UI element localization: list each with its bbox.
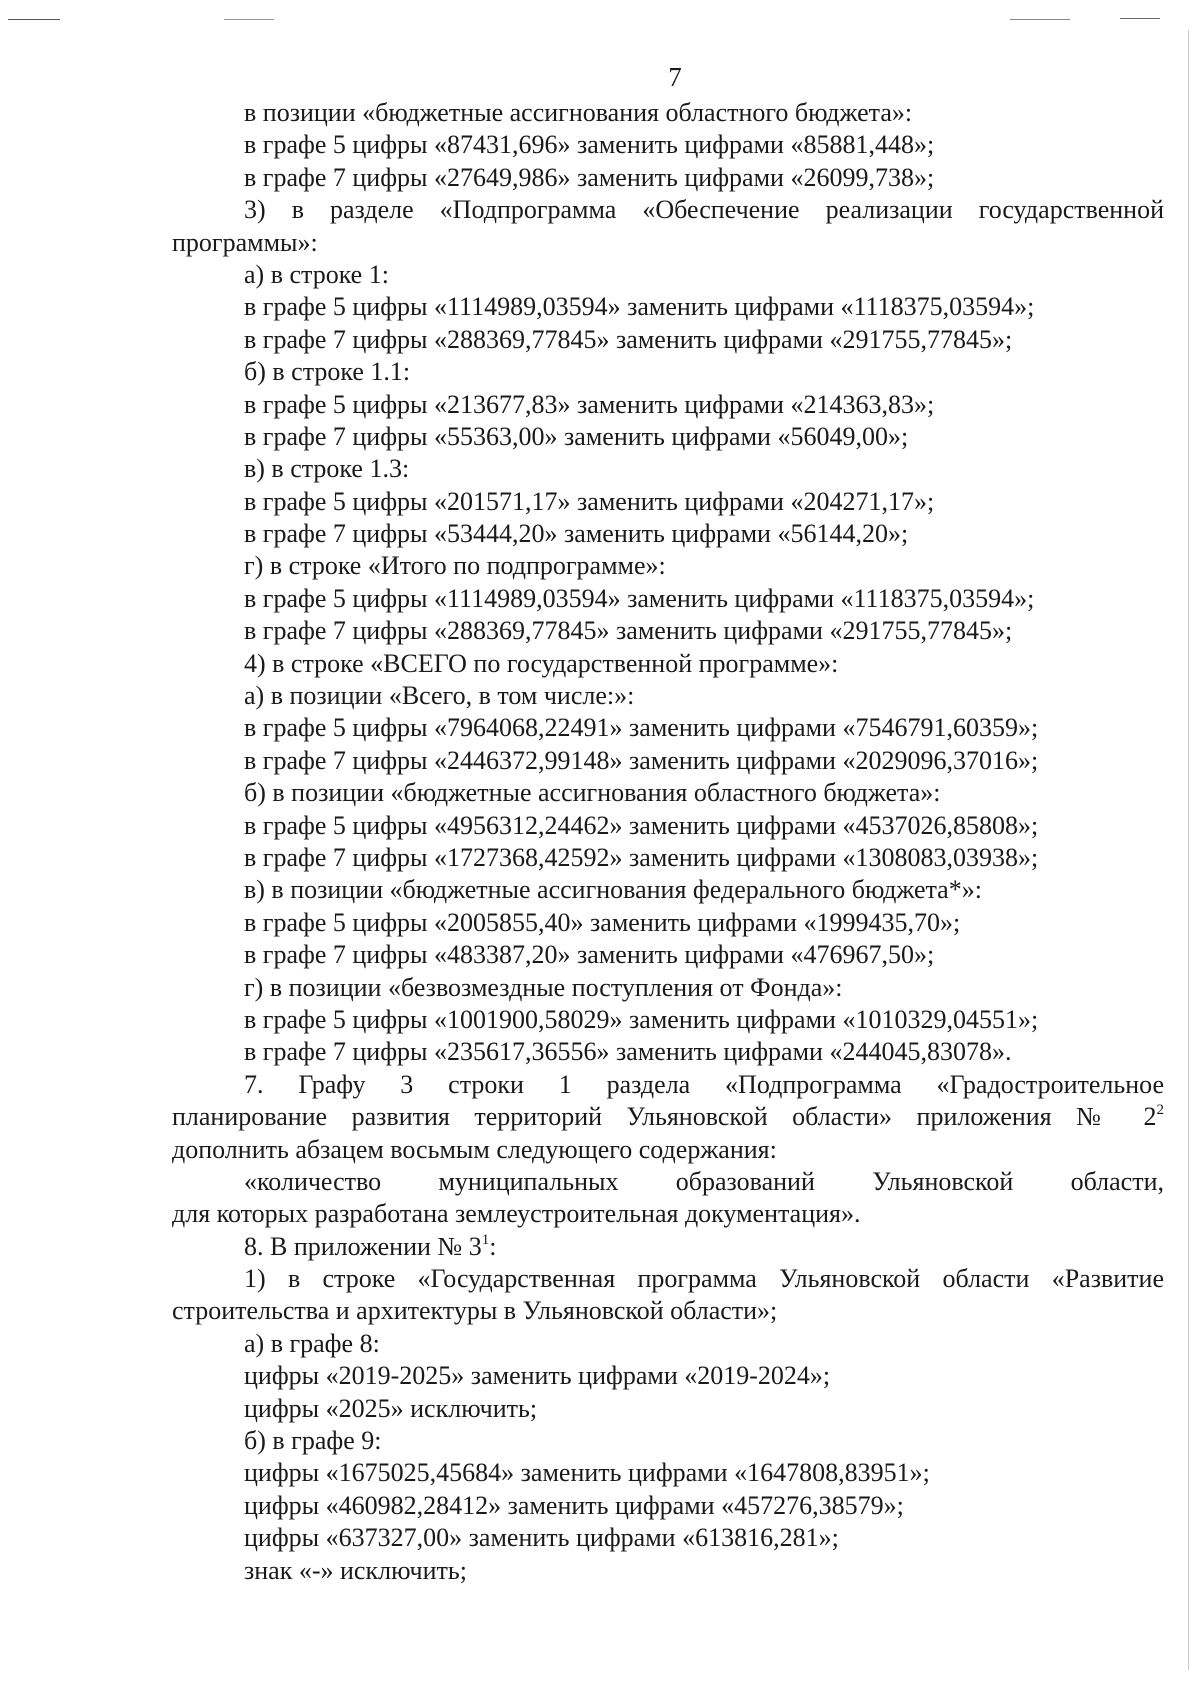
text-line: в позиции «бюджетные ассигнования областного бюджета»:	[244, 98, 913, 127]
text-line: программы»:	[172, 227, 318, 257]
text-line: цифры «2019-2025» заменить цифрами «2019-2024»;	[244, 1361, 831, 1391]
text-line: для которых разработана землеустроительная документация».	[172, 1199, 861, 1229]
text-line: в графе 7 цифры «27649,986» заменить цифрами «26099,738»;	[244, 162, 935, 192]
scan-artifact-line	[1120, 18, 1160, 19]
text-line: 3) в разделе «Подпрограмма «Обеспечение реализации государственной	[244, 195, 1164, 225]
text-line: а) в графе 8:	[244, 1328, 380, 1358]
text-line: 4) в строке «ВСЕГО по государственной программе»:	[244, 648, 839, 678]
superscript: 1	[481, 1231, 490, 1248]
text-line: в графе 5 цифры «2005855,40» заменить цифрами «1999435,70»;	[244, 907, 961, 937]
text-line: в графе 5 цифры «1114989,03594» заменить цифрами «1118375,03594»;	[244, 583, 1035, 613]
text-line: в графе 5 цифры «4956312,24462» заменить цифрами «4537026,85808»;	[244, 810, 1039, 840]
document-body	[172, 97, 1164, 1587]
text-line: 1) в строке «Государственная программа Ульяновской области «Развитие	[244, 1264, 1164, 1294]
scan-artifact-line	[224, 19, 274, 20]
text-line: в графе 5 цифры «201571,17» заменить цифрами «204271,17»;	[244, 486, 935, 516]
text-line: в графе 5 цифры «1001900,58029» заменить цифрами «1010329,04551»;	[244, 1004, 1039, 1034]
text-line: в графе 5 цифры «1114989,03594» заменить цифрами «1118375,03594»;	[244, 292, 1035, 322]
text-line: в графе 5 цифры «213677,83» заменить цифрами «214363,83»;	[244, 389, 935, 419]
page-number: 7	[668, 62, 682, 92]
text-line: б) в графе 9:	[244, 1426, 382, 1456]
text-line: цифры «637327,00» заменить цифрами «613816,281»;	[244, 1523, 839, 1553]
text-line: г) в строке «Итого по подпрограмме»:	[244, 551, 666, 581]
text-line: в графе 7 цифры «2446372,99148» заменить цифрами «2029096,37016»;	[244, 745, 1039, 775]
scan-artifact-line	[1010, 19, 1070, 20]
text-line: а) в строке 1:	[244, 259, 389, 289]
text-line: г) в позиции «безвозмездные поступления от Фонда»:	[244, 972, 843, 1002]
text-line: в графе 7 цифры «53444,20» заменить цифрами «56144,20»;	[244, 519, 909, 549]
text-line: строительства и архитектуры в Ульяновской области»;	[172, 1296, 778, 1326]
text-line	[172, 1231, 1164, 1263]
text-line: цифры «1675025,45684» заменить цифрами «1647808,83951»;	[244, 1458, 930, 1488]
text-line: цифры «460982,28412» заменить цифрами «457276,38579»;	[244, 1490, 904, 1520]
text-line	[172, 1101, 1164, 1133]
text-line: в графе 7 цифры «288369,77845» заменить цифрами «291755,77845»;	[244, 324, 1013, 354]
text-line: в) в позиции «бюджетные ассигнования федерального бюджета*»:	[244, 875, 982, 905]
text-line: 7. Графу 3 строки 1 раздела «Подпрограмма «Градостроительное	[244, 1069, 1164, 1099]
text-line: в графе 5 цифры «87431,696» заменить цифрами «85881,448»;	[244, 130, 935, 160]
text-line: в графе 5 цифры «7964068,22491» заменить цифрами «7546791,60359»;	[244, 713, 1039, 743]
text-line: в графе 7 цифры «55363,00» заменить цифрами «56049,00»;	[244, 421, 909, 451]
scan-artifact-edge	[1188, 30, 1189, 1670]
text-line: в графе 7 цифры «483387,20» заменить цифрами «476967,50»;	[244, 940, 935, 970]
text-line: в) в строке 1.3:	[244, 454, 410, 484]
text-line: «количество муниципальных образований Ульяновской области,	[244, 1166, 1164, 1196]
superscript: 2	[1156, 1102, 1164, 1119]
text-line: в графе 7 цифры «235617,36556» заменить цифрами «244045,83078».	[244, 1037, 1012, 1067]
scan-artifact-line	[8, 19, 60, 20]
text-line-tail: :	[489, 1231, 497, 1261]
text-line-main: планирование развития территорий Ульяновской области» приложения № 2	[172, 1102, 1157, 1132]
text-line: а) в позиции «Всего, в том числе:»:	[244, 681, 635, 711]
text-line: б) в позиции «бюджетные ассигнования областного бюджета»:	[244, 778, 941, 808]
text-line: знак «-» исключить;	[244, 1555, 467, 1585]
text-line: б) в строке 1.1:	[244, 357, 411, 387]
text-line: дополнить абзацем восьмым следующего содержания:	[172, 1134, 777, 1164]
text-line-main: 8. В приложении № 3	[244, 1231, 482, 1261]
text-line: в графе 7 цифры «1727368,42592» заменить цифрами «1308083,03938»;	[244, 842, 1039, 872]
text-line: в графе 7 цифры «288369,77845» заменить цифрами «291755,77845»;	[244, 616, 1013, 646]
text-line: цифры «2025» исключить;	[244, 1393, 538, 1423]
